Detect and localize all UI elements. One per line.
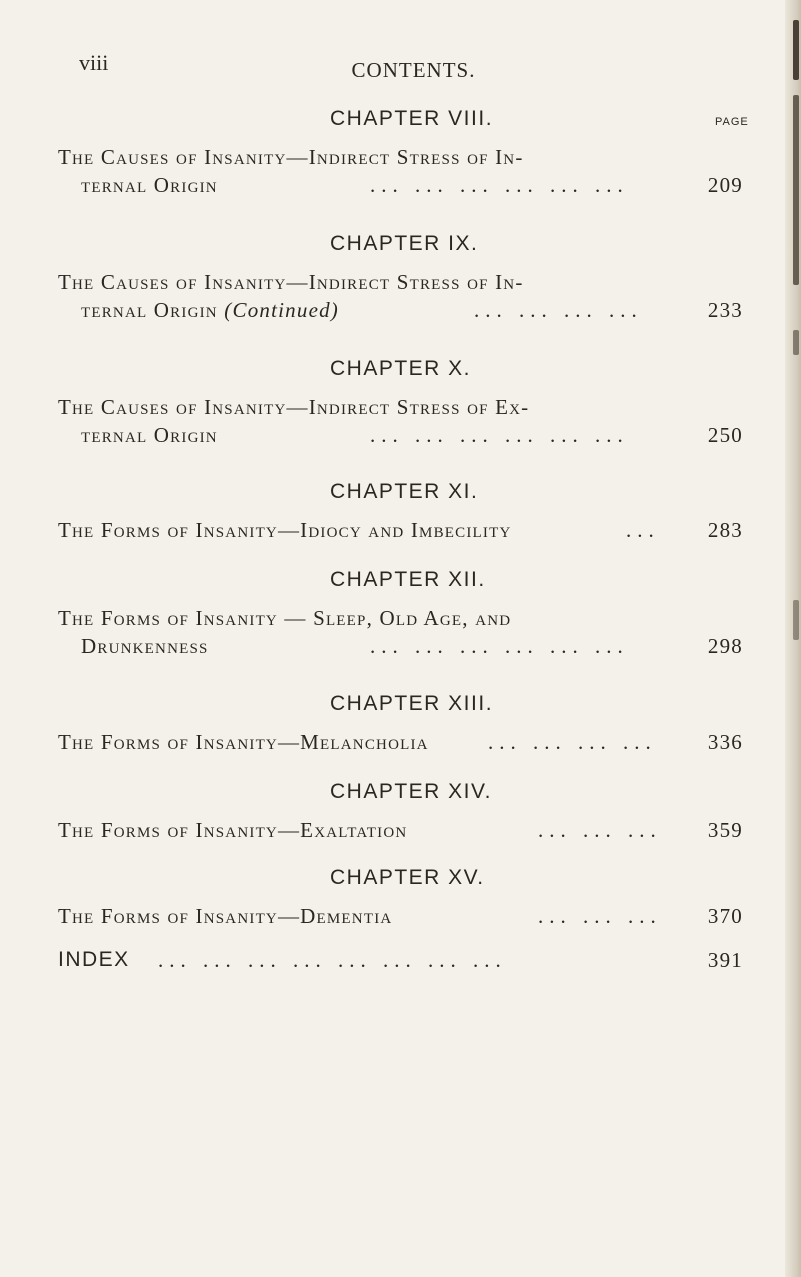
chapter-heading: CHAPTER XIV.	[330, 780, 492, 803]
page-number: 359	[707, 818, 743, 842]
page-number: 370	[707, 904, 743, 928]
page-number: 233	[707, 298, 743, 322]
entry-title: The Forms of Insanity—Dementia	[58, 904, 393, 928]
leader-dots: ... ... ...	[538, 904, 662, 928]
toc-entry	[58, 518, 743, 546]
page-number: 209	[707, 173, 743, 197]
toc-entry	[58, 270, 743, 326]
continued-note: (Continued)	[224, 298, 339, 322]
leader-dots: ... ... ... ... ... ... ... ...	[158, 948, 507, 972]
leader-dots: ... ... ... ... ... ...	[370, 634, 629, 658]
page-number: 391	[707, 948, 743, 972]
entry-title-cont: Drunkenness	[81, 634, 209, 658]
chapter-heading: CHAPTER XI.	[330, 480, 479, 503]
page-number: 336	[707, 730, 743, 754]
page-folio: viii	[79, 50, 109, 75]
leader-dots: ... ... ... ...	[488, 730, 657, 754]
entry-title: The Forms of Insanity—Melancholia	[58, 730, 429, 754]
toc-entry	[58, 606, 743, 662]
toc-entry	[58, 818, 743, 846]
toc-entry	[58, 145, 743, 201]
entry-title: The Forms of Insanity—Idiocy and Imbecility	[58, 518, 512, 542]
leader-dots: ... ... ...	[538, 818, 662, 842]
page-number: 298	[707, 634, 743, 658]
chapter-heading: CHAPTER X.	[330, 357, 472, 380]
page-number: 283	[707, 518, 743, 542]
chapter-heading: CHAPTER XV.	[330, 866, 485, 889]
leader-dots: ...	[626, 518, 660, 542]
toc-entry	[58, 904, 743, 932]
page-column-label: PAGE	[715, 116, 749, 128]
entry-title-cont: ternal Origin	[81, 423, 218, 447]
leader-dots: ... ... ... ... ... ...	[370, 423, 629, 447]
chapter-heading: CHAPTER XII.	[330, 568, 486, 591]
chapter-heading: CHAPTER VIII.	[330, 107, 494, 130]
entry-title: The Forms of Insanity — Sleep, Old Age, and	[58, 606, 512, 630]
leader-dots: ... ... ... ... ... ...	[370, 173, 629, 197]
entry-title: The Causes of Insanity—Indirect Stress of In-	[58, 270, 524, 294]
entry-title: The Causes of Insanity—Indirect Stress of In-	[58, 145, 524, 169]
leader-dots: ... ... ... ...	[474, 298, 643, 322]
toc-entry-index	[58, 948, 743, 976]
index-label: INDEX	[58, 948, 130, 971]
toc-entry	[58, 730, 743, 758]
entry-title-cont: ternal Origin	[81, 298, 218, 322]
chapter-heading: CHAPTER XIII.	[330, 692, 494, 715]
page-edge	[785, 0, 801, 1277]
chapter-heading: CHAPTER IX.	[330, 232, 479, 255]
running-title: CONTENTS.	[351, 58, 476, 82]
entry-title-cont: ternal Origin	[81, 173, 218, 197]
page-number: 250	[707, 423, 743, 447]
entry-title: The Causes of Insanity—Indirect Stress of Ex-	[58, 395, 530, 419]
toc-entry	[58, 395, 743, 451]
entry-title: The Forms of Insanity—Exaltation	[58, 818, 408, 842]
